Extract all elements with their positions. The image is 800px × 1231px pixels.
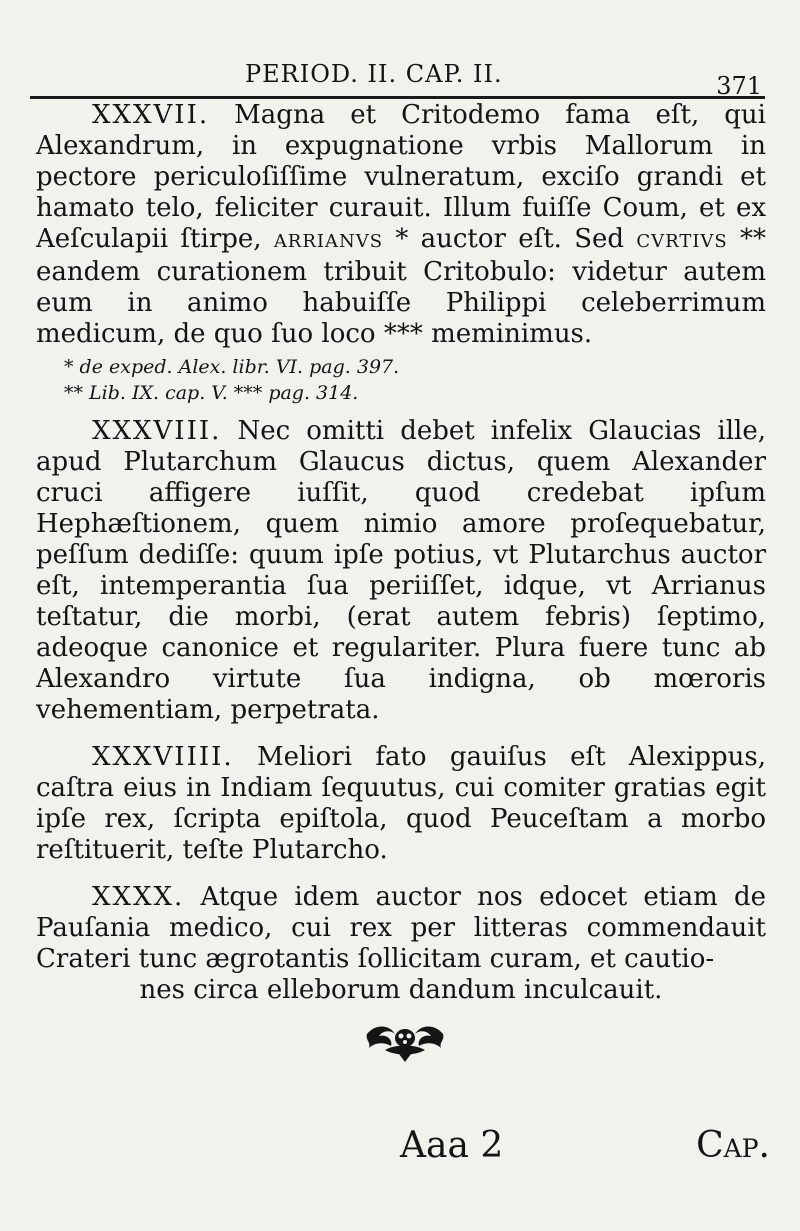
paragraph-40 bbox=[36, 882, 766, 975]
paragraph-39 bbox=[36, 742, 766, 866]
page-number: 371 bbox=[716, 72, 762, 100]
footnotes bbox=[54, 354, 766, 406]
paragraph-text: Meliori fato gauiſus eſt Alexippus, caſtra eius in Indiam ſequutus, cui comiter gratias egit ipſe rex, ſcripta epiſtola, quod Peuceſtam a morbo reſtituerit, teſte Plutarcho. bbox=[36, 742, 767, 865]
section-number: XXXX. bbox=[92, 882, 185, 912]
paragraph-text: ** eandem curationem tribuit Critobulo: videtur autem eum in animo habuiſſe Philippi celeberrimum medicum, de quo ſuo loco *** meminimus. bbox=[36, 224, 767, 349]
section-number: XXXVIIII. bbox=[92, 742, 234, 772]
fleuron-ornament bbox=[365, 1020, 445, 1062]
page-footer bbox=[400, 1125, 770, 1175]
running-head: PERIOD. II. CAP. II. bbox=[245, 60, 503, 88]
paragraph-text: Atque idem auctor nos edocet etiam de Pauſania medico, cui rex per litteras commendauit Crateri tunc ægrotantis ſollicitam curam, et cautio- bbox=[36, 882, 766, 974]
paragraph-text: Magna et Critodemo fama eſt, qui Alexandrum, in expugnatione vrbis Mallorum in pectore periculoſiſſime vulneratum, exciſo grandi et hamato telo, feliciter curauit. Illum fuiſſe Coum, et ex Aeſculapii ſtirpe, bbox=[36, 100, 766, 254]
section-number: XXXVIII. bbox=[92, 416, 222, 446]
signature-mark: Aaa 2 bbox=[400, 1125, 504, 1166]
body-text bbox=[36, 100, 766, 1006]
footnote: ** Lib. IX. cap. V. *** pag. 314. bbox=[64, 382, 359, 404]
section-number: XXXVII. bbox=[92, 100, 210, 130]
author-name: CVRTIVS bbox=[636, 231, 728, 252]
paragraph-text: Nec omitti debet infelix Glaucias ille, apud Plutarchum Glaucus dictus, quem Alexander cruci affigere iuſſit, quod credebat ipſum Hephæſtionem, quem nimio amore proſequebatur, peſſum dediſſe: quum ipſe potius, vt Plutarchus auctor eſt, intemperantia ſua periiſſet, idque, vt Arrianus teſtatur, die morbi, (erat autem febris) ſeptimo, adeoque canonice et regulariter. Plura fuere tunc ab Alexandro virtute ſua indigna, ob mœroris vehementiam, perpetrata. bbox=[36, 416, 766, 725]
footnote: * de exped. Alex. libr. VI. pag. 397. bbox=[64, 356, 400, 378]
page-header bbox=[30, 58, 770, 100]
catchword: Cap. bbox=[696, 1125, 770, 1166]
paragraph-tail: nes circa elleborum dandum inculcauit. bbox=[139, 975, 663, 1005]
paragraph-37 bbox=[36, 100, 766, 350]
header-rule bbox=[30, 96, 765, 99]
paragraph-38 bbox=[36, 416, 766, 726]
author-name: ARRIANVS bbox=[273, 231, 384, 252]
paragraph-text: * auctor eſt. Sed bbox=[395, 224, 625, 254]
